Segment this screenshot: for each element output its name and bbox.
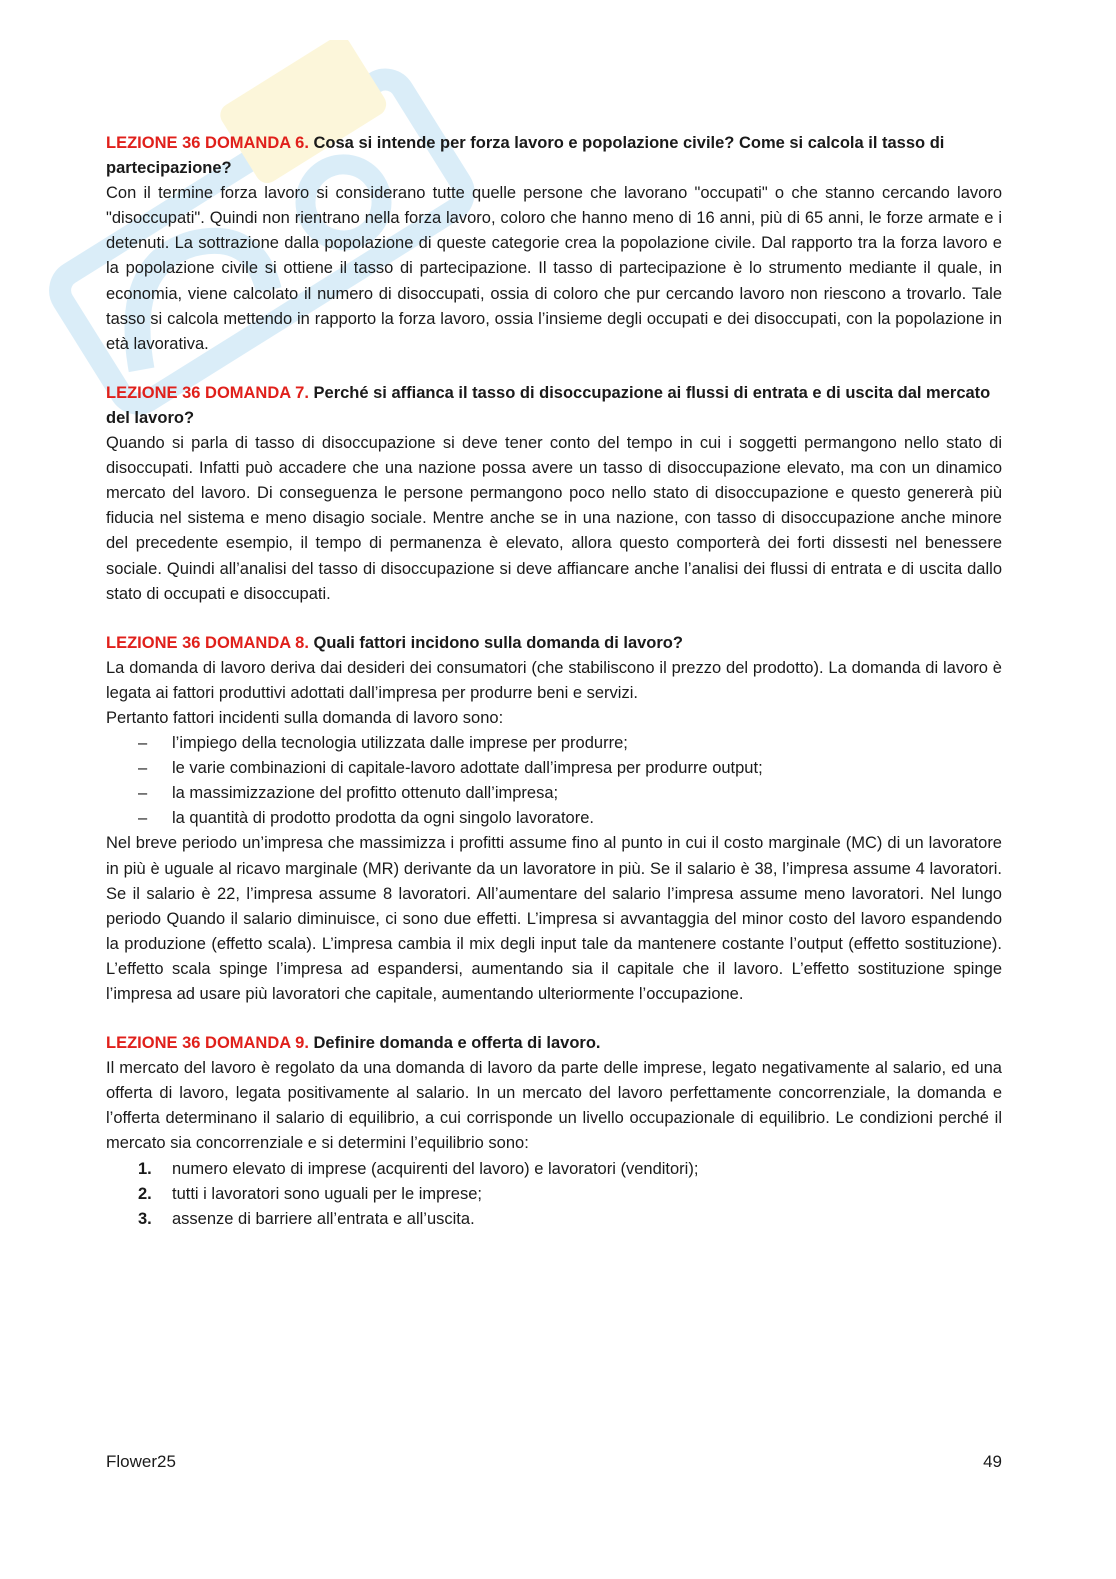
- question-tag: LEZIONE 36 DOMANDA 7.: [106, 383, 309, 402]
- number-marker: 3.: [138, 1209, 152, 1228]
- footer-page-number: 49: [983, 1452, 1002, 1471]
- question-heading: [106, 1031, 1002, 1056]
- number-marker: 1.: [138, 1159, 152, 1178]
- question-heading: [106, 631, 1002, 656]
- list-item: [106, 806, 1002, 831]
- list-item-text: le varie combinazioni di capitale-lavoro adottate dall’impresa per produrre output;: [172, 759, 763, 778]
- question-heading: [106, 381, 1002, 431]
- question-section-8: [106, 631, 1002, 1007]
- question-text: Perché si affianca il tasso di disoccupazione ai flussi di entrata e di uscita dal mercato del lavoro?: [106, 383, 991, 427]
- dash-marker: –: [138, 784, 148, 803]
- list-item: [106, 756, 1002, 781]
- answer-paragraph: Quando si parla di tasso di disoccupazione si deve tener conto del tempo in cui i soggetti permangono nello stato di disoccupati. Infatti può accadere che una nazione possa avere un tasso di disoccupazione elevato, ma con un dinamico mercato del lavoro. Di conseguenza le persone permangono poco nello stato di disoccupazione e questo genererà più fiducia nel sistema e meno disagio sociale. Mentre anche se in una nazione, con tasso di disoccupazione anche minore del precedente esempio, il tempo di permanenza è elevato, allora questo comporterà dei forti dissesti nel benessere sociale. Quindi all’analisi del tasso di disoccupazione si deve affiancare anche l’analisi dei flussi di entrata e di uscita dallo stato di occupati e disoccupati.: [106, 434, 1002, 603]
- list-item-text: numero elevato di imprese (acquirenti del lavoro) e lavoratori (venditori);: [172, 1159, 699, 1178]
- question-text: Definire domanda e offerta di lavoro.: [313, 1034, 601, 1053]
- dash-marker: –: [138, 734, 148, 753]
- answer-paragraph: Nel breve periodo un’impresa che massimizza i profitti assume fino al punto in cui il costo marginale (MC) di un lavoratore in più è uguale al ricavo marginale (MR) derivante da un lavoratore in più. Se il salario è 38, l’impresa assume 4 lavoratori. Se il salario è 22, l’impresa assume 8 lavoratori. All’aumentare del salario l’impresa assume meno lavoratori. Nel lungo periodo Quando il salario diminuisce, ci sono due effetti. L’impresa si avvantaggia del minor costo del lavoro espandendo la produzione (effetto scala). L’impresa cambia il mix degli input tale da mantenere costante l’output (effetto sostituzione). L’effetto scala spinge l’impresa ad espandersi, aumentando sia il capitale che il lavoro. L’effetto sostituzione spinge l’impresa ad usare più lavoratori che capitale, aumentando ulteriormente l’occupazione.: [106, 834, 1002, 1003]
- question-tag: LEZIONE 36 DOMANDA 9.: [106, 1034, 309, 1053]
- number-marker: 2.: [138, 1184, 152, 1203]
- page-content: [106, 131, 1002, 1256]
- list-item-text: la quantità di prodotto prodotta da ogni singolo lavoratore.: [172, 809, 594, 828]
- factor-list: [106, 731, 1002, 831]
- list-item-text: la massimizzazione del profitto ottenuto dall’impresa;: [172, 784, 559, 803]
- list-item: [106, 731, 1002, 756]
- footer-author: Flower25: [106, 1452, 176, 1471]
- question-heading: [106, 131, 1002, 181]
- question-section-6: [106, 131, 1002, 357]
- dash-marker: –: [138, 759, 148, 778]
- question-section-7: [106, 381, 1002, 607]
- condition-list: [106, 1157, 1002, 1232]
- question-text: Cosa si intende per forza lavoro e popolazione civile? Come si calcola il tasso di partecipazione?: [106, 134, 945, 178]
- list-item: [106, 781, 1002, 806]
- list-item-text: assenze di barriere all’entrata e all’uscita.: [172, 1209, 475, 1228]
- dash-marker: –: [138, 809, 148, 828]
- list-item: [106, 1207, 1002, 1232]
- question-tag: LEZIONE 36 DOMANDA 6.: [106, 134, 309, 152]
- answer-paragraph: Il mercato del lavoro è regolato da una domanda di lavoro da parte delle imprese, legato negativamente al salario, ed una offerta di lavoro, legata positivamente al salario. In un mercato del lavoro perfettamente concorrenziale, la domanda e l’offerta determinano il salario di equilibrio, a cui corrisponde un livello occupazionale di equilibrio. Le condizioni perché il mercato sia concorrenziale e si determini l’equilibrio sono:: [106, 1059, 1002, 1153]
- answer-paragraph: Pertanto fattori incidenti sulla domanda di lavoro sono:: [106, 708, 504, 727]
- question-section-9: [106, 1031, 1002, 1232]
- answer-paragraph: Con il termine forza lavoro si considerano tutte quelle persone che lavorano "occupati" o che stanno cercando lavoro "disoccupati". Quindi non rientrano nella forza lavoro, coloro che hanno meno di 16 anni, più di 65 anni, le forze armate e i detenuti. La sottrazione dalla popolazione di queste categorie crea la popolazione civile. Dal rapporto tra la forza lavoro e la popolazione civile si ottiene il tasso di partecipazione. Il tasso di partecipazione è lo strumento mediante il quale, in economia, viene calcolato il numero di disoccupati, ossia di coloro che pur cercando lavoro non riescono a trovarlo. Tale tasso si calcola mettendo in rapporto la forza lavoro, ossia l’insieme degli occupati e dei disoccupati, con la popolazione in età lavorativa.: [106, 184, 1002, 353]
- list-item-text: l’impiego della tecnologia utilizzata dalle imprese per produrre;: [172, 734, 628, 753]
- list-item-text: tutti i lavoratori sono uguali per le imprese;: [172, 1184, 482, 1203]
- answer-paragraph: La domanda di lavoro deriva dai desideri dei consumatori (che stabiliscono il prezzo del prodotto). La domanda di lavoro è legata ai fattori produttivi adottati dall’impresa per produrre beni e servizi.: [106, 658, 1002, 702]
- list-item: [106, 1182, 1002, 1207]
- question-text: Quali fattori incidono sulla domanda di lavoro?: [313, 633, 683, 652]
- question-tag: LEZIONE 36 DOMANDA 8.: [106, 633, 309, 652]
- list-item: [106, 1157, 1002, 1182]
